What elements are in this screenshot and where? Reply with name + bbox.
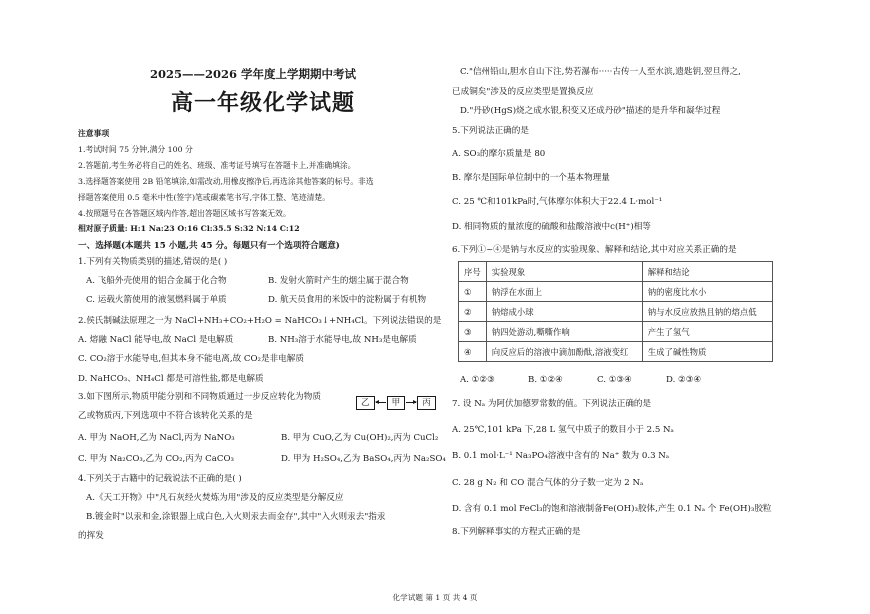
- table-cell: 钠与水反应放热且钠的熔点低: [642, 302, 772, 322]
- q6-stem: 6.下列①~④是钠与水反应的实验现象、解释和结论,其中对应关系正确的是: [452, 245, 737, 255]
- q3-option-b: B. 甲为 CuO,乙为 Cu(OH)₂,丙为 CuCl₂: [281, 433, 439, 443]
- q1-option-c: C. 运载火箭使用的液氢燃料属于单质: [86, 295, 227, 305]
- q5-option-d: D. 相同物质的量浓度的硫酸和盐酸溶液中c(H⁺)相等: [452, 222, 651, 232]
- table-cell: 钠四处游动,嘶嘶作响: [486, 322, 642, 342]
- table-row: [459, 302, 773, 322]
- section-title: 一、选择题(本题共 15 小题,共 45 分。每题只有一个选项符合题意): [78, 241, 340, 251]
- q1-option-d: D. 航天员食用的米饭中的淀粉属于有机物: [268, 295, 427, 305]
- table-cell: 产生了氢气: [642, 322, 772, 342]
- notes-item-3: 3.选择题答案使用 2B 铅笔填涂,如需改动,用橡皮擦净后,再选涂其他答案的标号。非选: [78, 177, 374, 186]
- main-title: 高一年级化学试题: [171, 90, 356, 116]
- q7-option-a: A. 25℃,101 kPa 下,28 L 氢气中质子的数目小于 2.5 Nₐ: [452, 425, 674, 435]
- table-cell: 钠浮在水面上: [486, 282, 642, 302]
- notes-item-3-cont: 择题答案使用 0.5 毫米中性(签字)笔或碳素笔书写,字体工整、笔迹清楚。: [78, 193, 331, 202]
- q1-option-b: B. 发射火箭时产生的烟尘属于混合物: [268, 276, 409, 286]
- q2-stem: 2.侯氏制碱法原理之一为 NaCl+NH₃+CO₂+H₂O = NaHCO₃↓+NH₄Cl。下列说法错误的是: [78, 316, 442, 326]
- table-header-row: [459, 262, 773, 282]
- table-cell: 钠熔成小球: [486, 302, 642, 322]
- q6-option-d: D. ②③④: [666, 375, 702, 385]
- q5-option-a: A. SO₃的摩尔质量是 80: [452, 149, 546, 159]
- notes-heading: 注意事项: [78, 129, 110, 138]
- table-header-cell: 序号: [459, 262, 487, 282]
- q6-option-a: A. ①②③: [460, 375, 495, 385]
- q3-option-c: C. 甲为 Na₂CO₃,乙为 CO₂,丙为 CaCO₃: [78, 454, 234, 464]
- table-row: [459, 342, 773, 362]
- q4-option-a: A.《天工开物》中"凡石灰经火焚炼为用"涉及的反应类型是分解反应: [86, 493, 344, 503]
- q7-option-b: B. 0.1 mol·L⁻¹ Na₃PO₄溶液中含有的 Na⁺ 数为 0.3 Nₐ: [452, 451, 670, 461]
- q7-option-d: D. 含有 0.1 mol FeCl₃的饱和溶液制备Fe(OH)₃胶体,产生 0.1 Nₐ 个 Fe(OH)₃胶粒: [452, 504, 772, 514]
- arrow-left-icon: [376, 402, 386, 403]
- table-cell: ②: [459, 302, 487, 322]
- table-header-cell: 实验现象: [486, 262, 642, 282]
- q7-stem: 7. 设 Nₐ 为阿伏加德罗常数的值。下列说法正确的是: [452, 399, 652, 409]
- table-cell: ①: [459, 282, 487, 302]
- q3-option-d: D. 甲为 H₂SO₄,乙为 BaSO₄,丙为 Na₂SO₄: [281, 454, 446, 464]
- q2-option-b: B. NH₃溶于水能导电,故 NH₃是电解质: [268, 335, 417, 345]
- q3-stem-line2: 乙或物质丙,下列选项中不符合该转化关系的是: [78, 411, 253, 421]
- exam-title: 2025——2026 学年度上学期期中考试: [150, 67, 357, 81]
- q7-option-c: C. 28 g N₂ 和 CO 混合气体的分子数一定为 2 Nₐ: [452, 478, 644, 488]
- table-row: [459, 322, 773, 342]
- q5-option-c: C. 25 ℃和101kPa时,气体摩尔体积大于22.4 L·mol⁻¹: [452, 197, 663, 207]
- q3-box-yi: 乙: [356, 396, 375, 410]
- q4-option-c-cont: 已成铜矣"涉及的反应类型是置换反应: [452, 87, 594, 97]
- q3-box-bing: 丙: [417, 396, 436, 410]
- q1-option-a: A. 飞船外壳使用的铝合金属于化合物: [86, 276, 227, 286]
- q1-stem: 1.下列有关物质类别的描述,错误的是( ): [78, 257, 228, 267]
- q4-option-b: B.镀金时"以汞和金,涂银器上成白色,入火则汞去而金存",其中"入火则汞去"指汞: [86, 512, 386, 522]
- q8-stem: 8.下列解释事实的方程式正确的是: [452, 527, 581, 537]
- q2-option-d: D. NaHCO₃、NH₄Cl 都是可溶性盐,都是电解质: [78, 374, 264, 384]
- page-footer: 化学试题 第 1 页 共 4 页: [392, 593, 478, 602]
- atomic-masses: 相对原子质量: H:1 Na:23 O:16 Cl:35.5 S:32 N:14 C:12: [78, 224, 300, 233]
- q5-option-b: B. 摩尔是国际单位制中的一个基本物理量: [452, 173, 610, 183]
- table-cell: ③: [459, 322, 487, 342]
- q6-option-c: C. ①③④: [597, 375, 632, 385]
- table-cell: 向反应后的溶液中滴加酚酞,溶液变红: [486, 342, 642, 362]
- table-cell: 钠的密度比水小: [642, 282, 772, 302]
- table-cell: 生成了碱性物质: [642, 342, 772, 362]
- notes-item-4: 4.按照题号在各答题区域内作答,超出答题区域书写答案无效。: [78, 209, 291, 218]
- q4-option-c: C."信州铅山,胆水自山下注,势若瀑布·····古传一人至水滨,遗匙钥,翌旦得之,: [460, 67, 741, 77]
- notes-item-2: 2.答题前,考生务必将自己的姓名、班级、准考证号填写在答题卡上,并准确填涂。: [78, 161, 356, 170]
- q3-box-jia: 甲: [387, 396, 406, 410]
- arrow-right-icon: [406, 402, 416, 403]
- q6-table: [458, 261, 773, 362]
- q4-stem: 4.下列关于古籍中的记载说法不正确的是( ): [78, 474, 242, 484]
- q5-stem: 5.下列说法正确的是: [452, 126, 529, 136]
- q3-diagram: [356, 396, 436, 410]
- q4-option-d: D."丹砂(HgS)烧之成水银,积变又还成丹砂"描述的是升华和凝华过程: [460, 106, 721, 116]
- table-cell: ④: [459, 342, 487, 362]
- q4-option-b-cont: 的挥发: [78, 531, 104, 541]
- q3-stem-line1: 3.如下图所示,物质甲能分别和不同物质通过一步反应转化为物质: [78, 392, 321, 402]
- notes-item-1: 1.考试时间 75 分钟,满分 100 分: [78, 145, 193, 154]
- q2-option-c: C. CO₂溶于水能导电,但其本身不能电离,故 CO₂是非电解质: [78, 354, 304, 364]
- table-header-cell: 解释和结论: [642, 262, 772, 282]
- q2-option-a: A. 熔融 NaCl 能导电,故 NaCl 是电解质: [78, 335, 234, 345]
- table-row: [459, 282, 773, 302]
- q3-option-a: A. 甲为 NaOH,乙为 NaCl,丙为 NaNO₃: [78, 433, 235, 443]
- q6-option-b: B. ①②④: [528, 375, 563, 385]
